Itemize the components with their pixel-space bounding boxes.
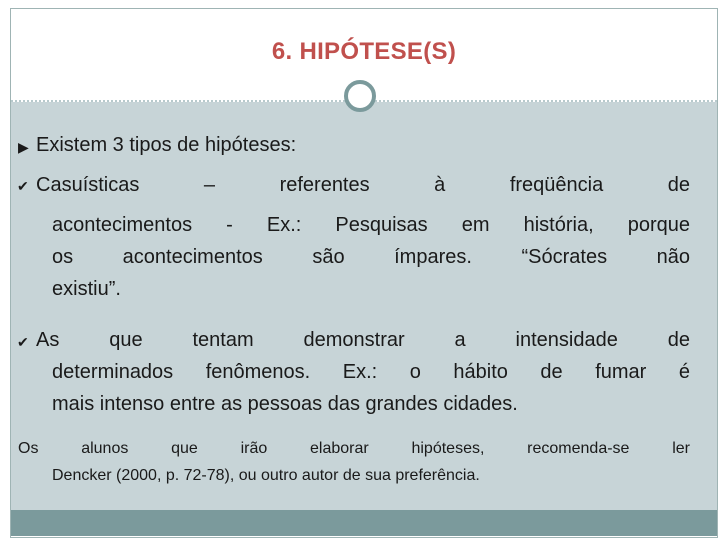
item1-line: os acontecimentos são ímpares. “Sócrates não: [52, 246, 690, 268]
check-bullet-icon: ✔: [17, 178, 29, 194]
item2-line: As que tentam demonstrar a intensidade de: [36, 329, 690, 351]
item2-line: mais intenso entre as pessoas das grandes cidades.: [52, 393, 518, 415]
item1-line: acontecimentos - Ex.: Pesquisas em história, porque: [52, 214, 690, 236]
check-bullet-icon: ✔: [17, 334, 29, 350]
item1-line: Casuísticas – referentes à freqüência de: [36, 174, 690, 196]
slide-title: 6. HIPÓTESE(S): [271, 38, 457, 65]
note-line: Os alunos que irão elaborar hipóteses, recomenda-se ler: [18, 440, 690, 457]
note-line: Dencker (2000, p. 72-78), ou outro autor de sua preferência.: [52, 467, 480, 484]
intro-text: Existem 3 tipos de hipóteses:: [36, 134, 297, 156]
arrow-bullet-icon: ▶: [18, 139, 29, 155]
item2-line: determinados fenômenos. Ex.: o hábito de fumar é: [52, 361, 690, 383]
item1-line: existiu”.: [52, 278, 121, 300]
